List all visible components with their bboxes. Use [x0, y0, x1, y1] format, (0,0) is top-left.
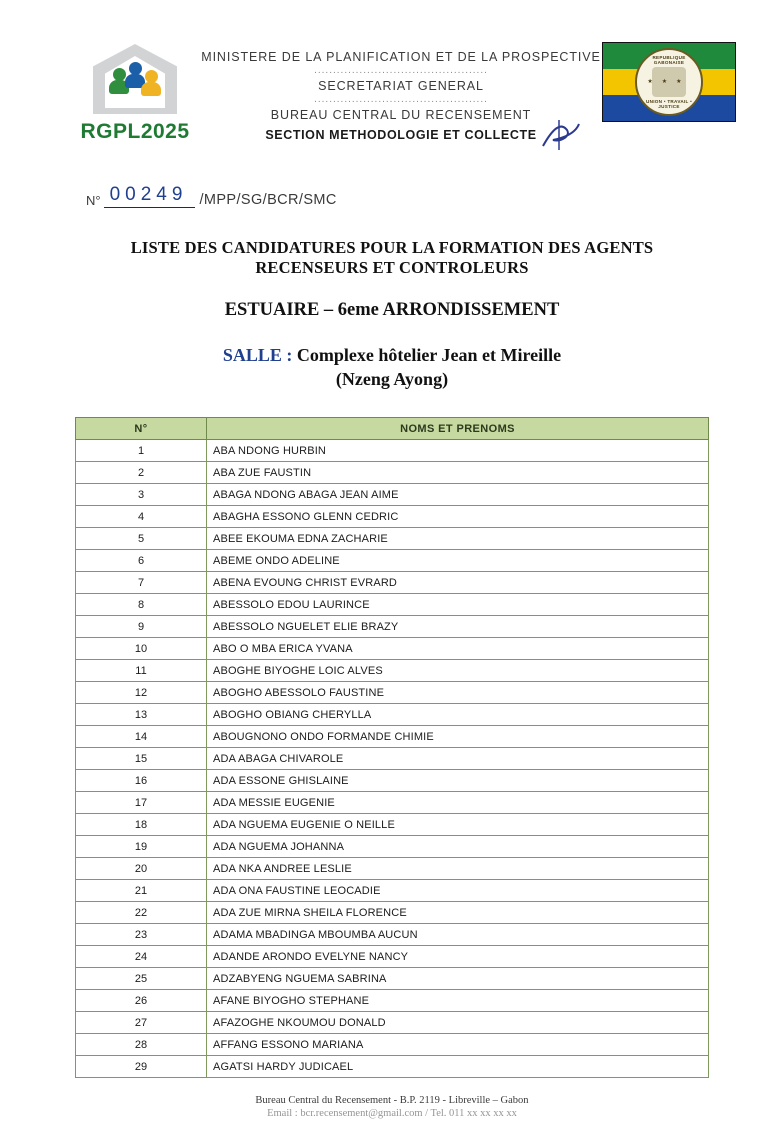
row-candidate-name: ADA NGUEMA JOHANNA [207, 836, 709, 858]
reference-number: 00249 [104, 184, 196, 208]
seal-top-text: REPUBLIQUE GABONAISE [652, 55, 686, 65]
seal-stars: ★★★ [647, 79, 691, 85]
candidates-table-wrapper [42, 417, 742, 1078]
row-candidate-name: ABA NDONG HURBIN [207, 440, 709, 462]
ministry-line-3: BUREAU CENTRAL DU RECENSEMENT [270, 108, 532, 122]
table-row [76, 682, 709, 704]
location-title: ESTUAIRE – 6eme ARRONDISSEMENT [224, 300, 560, 320]
row-candidate-name: ADA MESSIE EUGENIE [207, 792, 709, 814]
row-candidate-name: AFAZOGHE NKOUMOU DONALD [207, 1012, 709, 1034]
room-name: Complexe hôtelier Jean et Mireille [296, 345, 562, 365]
row-candidate-name: ABEME ONDO ADELINE [207, 550, 709, 572]
row-index: 10 [76, 638, 207, 660]
table-row [76, 1012, 709, 1034]
ministry-heading [200, 42, 602, 144]
ministry-line-2: SECRETARIAT GENERAL [318, 79, 484, 93]
row-candidate-name: ABOGHO OBIANG CHERYLLA [207, 704, 709, 726]
reference-label: N° [86, 193, 101, 208]
dotted-separator-1: .............................................. [314, 65, 488, 76]
row-index: 18 [76, 814, 207, 836]
document-footer [0, 1094, 784, 1120]
gabon-flag-emblem [602, 42, 736, 122]
table-row [76, 506, 709, 528]
logo-text-year: 2025 [140, 120, 190, 143]
table-row [76, 770, 709, 792]
ministry-line-1: MINISTERE DE LA PLANIFICATION ET DE LA PROSPECTIVE [201, 50, 601, 64]
footer-line-2: Email : bcr.recensement@gmail.com / Tel. 011 xx xx xx xx [267, 1108, 517, 1119]
row-index: 29 [76, 1056, 207, 1078]
row-index: 4 [76, 506, 207, 528]
table-row [76, 638, 709, 660]
table-row [76, 924, 709, 946]
candidates-table [75, 417, 709, 1078]
footer-line-1: Bureau Central du Recensement - B.P. 2119 - Libreville – Gabon [255, 1095, 529, 1106]
page-title-line-2: RECENSEURS ET CONTROLEURS [255, 258, 529, 277]
row-index: 3 [76, 484, 207, 506]
room-label: SALLE : [222, 345, 293, 365]
rgpl-logo [70, 42, 200, 144]
table-row [76, 550, 709, 572]
row-candidate-name: ABENA EVOUNG CHRIST EVRARD [207, 572, 709, 594]
row-index: 12 [76, 682, 207, 704]
title-block [42, 238, 742, 391]
row-candidate-name: AGATSI HARDY JUDICAEL [207, 1056, 709, 1078]
table-row [76, 704, 709, 726]
row-index: 27 [76, 1012, 207, 1034]
row-index: 14 [76, 726, 207, 748]
table-row [76, 902, 709, 924]
row-index: 1 [76, 440, 207, 462]
row-candidate-name: ABOGHO ABESSOLO FAUSTINE [207, 682, 709, 704]
row-index: 25 [76, 968, 207, 990]
table-row [76, 660, 709, 682]
row-index: 21 [76, 880, 207, 902]
table-row [76, 990, 709, 1012]
row-candidate-name: ABESSOLO EDOU LAURINCE [207, 594, 709, 616]
row-index: 22 [76, 902, 207, 924]
table-row [76, 726, 709, 748]
row-candidate-name: ABESSOLO NGUELET ELIE BRAZY [207, 616, 709, 638]
row-candidate-name: ADA NGUEMA EUGENIE O NEILLE [207, 814, 709, 836]
row-candidate-name: ABO O MBA ERICA YVANA [207, 638, 709, 660]
row-candidate-name: ADANDE ARONDO EVELYNE NANCY [207, 946, 709, 968]
house-with-people-logo-icon [87, 42, 183, 116]
row-index: 2 [76, 462, 207, 484]
row-candidate-name: ABAGA NDONG ABAGA JEAN AIME [207, 484, 709, 506]
row-index: 17 [76, 792, 207, 814]
row-candidate-name: ADA NKA ANDREE LESLIE [207, 858, 709, 880]
logo-text-main: RGPL [80, 120, 141, 143]
table-body [76, 440, 709, 1078]
dotted-separator-2: .............................................. [314, 94, 488, 105]
row-index: 6 [76, 550, 207, 572]
row-index: 8 [76, 594, 207, 616]
row-index: 26 [76, 990, 207, 1012]
table-row [76, 616, 709, 638]
row-candidate-name: ABAGHA ESSONO GLENN CEDRIC [207, 506, 709, 528]
row-index: 7 [76, 572, 207, 594]
page-title-line-1: LISTE DES CANDIDATURES POUR LA FORMATION DES AGENTS [130, 238, 654, 257]
row-index: 9 [76, 616, 207, 638]
table-row [76, 462, 709, 484]
row-index: 24 [76, 946, 207, 968]
table-row [76, 946, 709, 968]
table-row [76, 528, 709, 550]
logo-wordmark [80, 120, 189, 144]
table-row [76, 440, 709, 462]
table-row [76, 1034, 709, 1056]
table-row [76, 880, 709, 902]
row-candidate-name: ADA ONA FAUSTINE LEOCADIE [207, 880, 709, 902]
row-candidate-name: ADZABYENG NGUEMA SABRINA [207, 968, 709, 990]
row-candidate-name: ABOGHE BIYOGHE LOIC ALVES [207, 660, 709, 682]
row-candidate-name: ABOUGNONO ONDO FORMANDE CHIMIE [207, 726, 709, 748]
row-index: 19 [76, 836, 207, 858]
row-index: 23 [76, 924, 207, 946]
table-row [76, 748, 709, 770]
row-candidate-name: ADAMA MBADINGA MBOUMBA AUCUN [207, 924, 709, 946]
table-row [76, 968, 709, 990]
room-title [42, 343, 742, 391]
row-candidate-name: ABEE EKOUMA EDNA ZACHARIE [207, 528, 709, 550]
table-row [76, 792, 709, 814]
section-line [265, 128, 536, 142]
table-header-row [76, 418, 709, 440]
table-row [76, 484, 709, 506]
table-row [76, 836, 709, 858]
reference-number-line [86, 184, 742, 208]
row-candidate-name: ADA ABAGA CHIVAROLE [207, 748, 709, 770]
table-row [76, 572, 709, 594]
section-line-text: SECTION METHODOLOGIE ET COLLECTE [265, 128, 537, 142]
page-title [42, 238, 742, 278]
table-row [76, 594, 709, 616]
row-candidate-name: AFANE BIYOGHO STEPHANE [207, 990, 709, 1012]
row-index: 13 [76, 704, 207, 726]
row-candidate-name: ADA ZUE MIRNA SHEILA FLORENCE [207, 902, 709, 924]
document-header [42, 0, 742, 162]
row-index: 15 [76, 748, 207, 770]
table-head [76, 418, 709, 440]
column-header-names: NOMS ET PRENOMS [207, 418, 709, 440]
room-sub: (Nzeng Ayong) [335, 369, 449, 389]
row-candidate-name: ABA ZUE FAUSTIN [207, 462, 709, 484]
row-index: 16 [76, 770, 207, 792]
row-candidate-name: ADA ESSONE GHISLAINE [207, 770, 709, 792]
table-row [76, 1056, 709, 1078]
row-index: 11 [76, 660, 207, 682]
signature-icon [537, 118, 583, 152]
row-index: 20 [76, 858, 207, 880]
table-row [76, 814, 709, 836]
seal-bottom-text: UNION • TRAVAIL • JUSTICE [645, 99, 693, 109]
national-seal-icon [635, 48, 703, 116]
table-row [76, 858, 709, 880]
column-header-number: N° [76, 418, 207, 440]
reference-suffix: /MPP/SG/BCR/SMC [199, 192, 337, 208]
row-index: 28 [76, 1034, 207, 1056]
row-index: 5 [76, 528, 207, 550]
row-candidate-name: AFFANG ESSONO MARIANA [207, 1034, 709, 1056]
